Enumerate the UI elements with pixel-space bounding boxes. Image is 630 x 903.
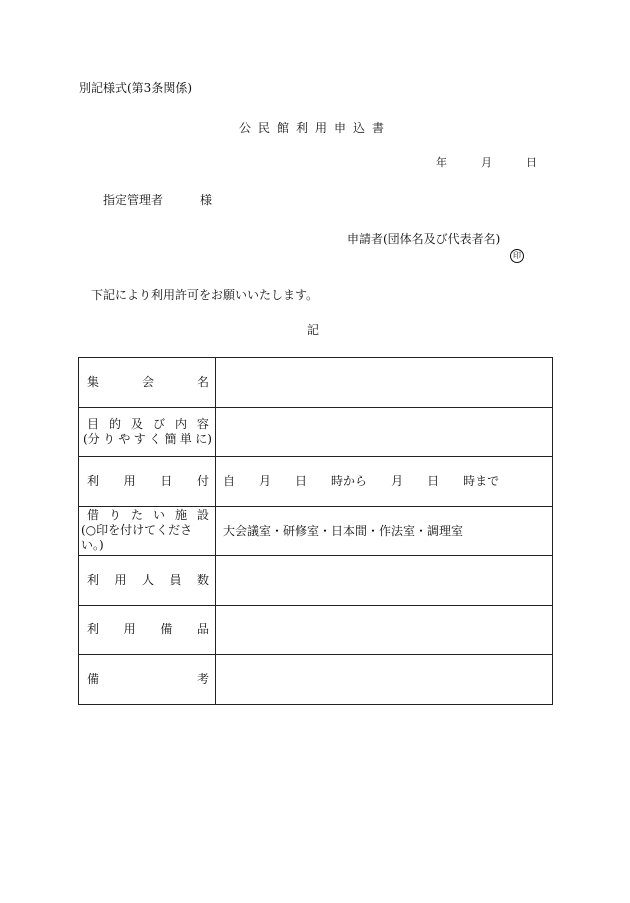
- table-row-equipment: [79, 605, 553, 655]
- addressee-label: 指定管理者: [103, 193, 164, 207]
- application-table: [78, 357, 553, 705]
- remarks-field[interactable]: [216, 655, 553, 705]
- label-cell: [79, 407, 216, 457]
- table-row-attendees: [79, 556, 553, 606]
- meeting-name-field[interactable]: [216, 358, 553, 408]
- date-line: [436, 156, 537, 169]
- facility-field[interactable]: [216, 506, 553, 556]
- row-label: 備 考: [87, 671, 209, 686]
- seal-mark: 印: [510, 249, 524, 263]
- label-cell: [79, 358, 216, 408]
- date-range: 自 月 日 時から 月 日 時まで: [223, 474, 500, 489]
- label-cell: [79, 506, 216, 556]
- form-reference: 別記様式(第3条関係): [79, 81, 192, 95]
- date-month: 月: [481, 156, 492, 169]
- table-row-purpose: [79, 407, 553, 457]
- row-label: 利 用 日 付: [87, 473, 209, 488]
- table-row-meeting-name: [79, 358, 553, 408]
- row-label: 利 用 人 員 数: [87, 572, 209, 587]
- row-label: 集 会 名: [87, 374, 209, 389]
- equipment-field[interactable]: [216, 605, 553, 655]
- date-day: 日: [526, 156, 537, 169]
- row-label: 利 用 備 品: [87, 622, 209, 637]
- label-cell: [79, 556, 216, 606]
- usage-date-field[interactable]: [216, 457, 553, 507]
- request-text: 下記により利用許可をお願いいたします。: [91, 288, 319, 302]
- table-row-facility: [79, 506, 553, 556]
- applicant-label: 申請者(団体名及び代表者名): [347, 232, 501, 246]
- table-row-usage-date: [79, 457, 553, 507]
- ki-heading: 記: [307, 323, 320, 337]
- row-note: (○印を付けてください。): [81, 523, 193, 553]
- facility-options: 大会議室・研修室・日本間・作法室・調理室: [223, 523, 464, 538]
- row-label: 借 り た い 施 設: [87, 508, 209, 523]
- purpose-field[interactable]: [216, 407, 553, 457]
- label-cell: [79, 655, 216, 705]
- addressee-suffix: 様: [200, 193, 213, 207]
- label-cell: [79, 457, 216, 507]
- addressee: [103, 193, 212, 207]
- row-note: (分 り や す く 簡 単 に): [83, 431, 212, 446]
- label-cell: [79, 605, 216, 655]
- table-row-remarks: [79, 655, 553, 705]
- attendees-field[interactable]: [216, 556, 553, 606]
- document-title: 公民館利用申込書: [238, 121, 391, 135]
- date-year: 年: [436, 156, 447, 169]
- row-label: 目 的 及 び 内 容: [87, 416, 209, 431]
